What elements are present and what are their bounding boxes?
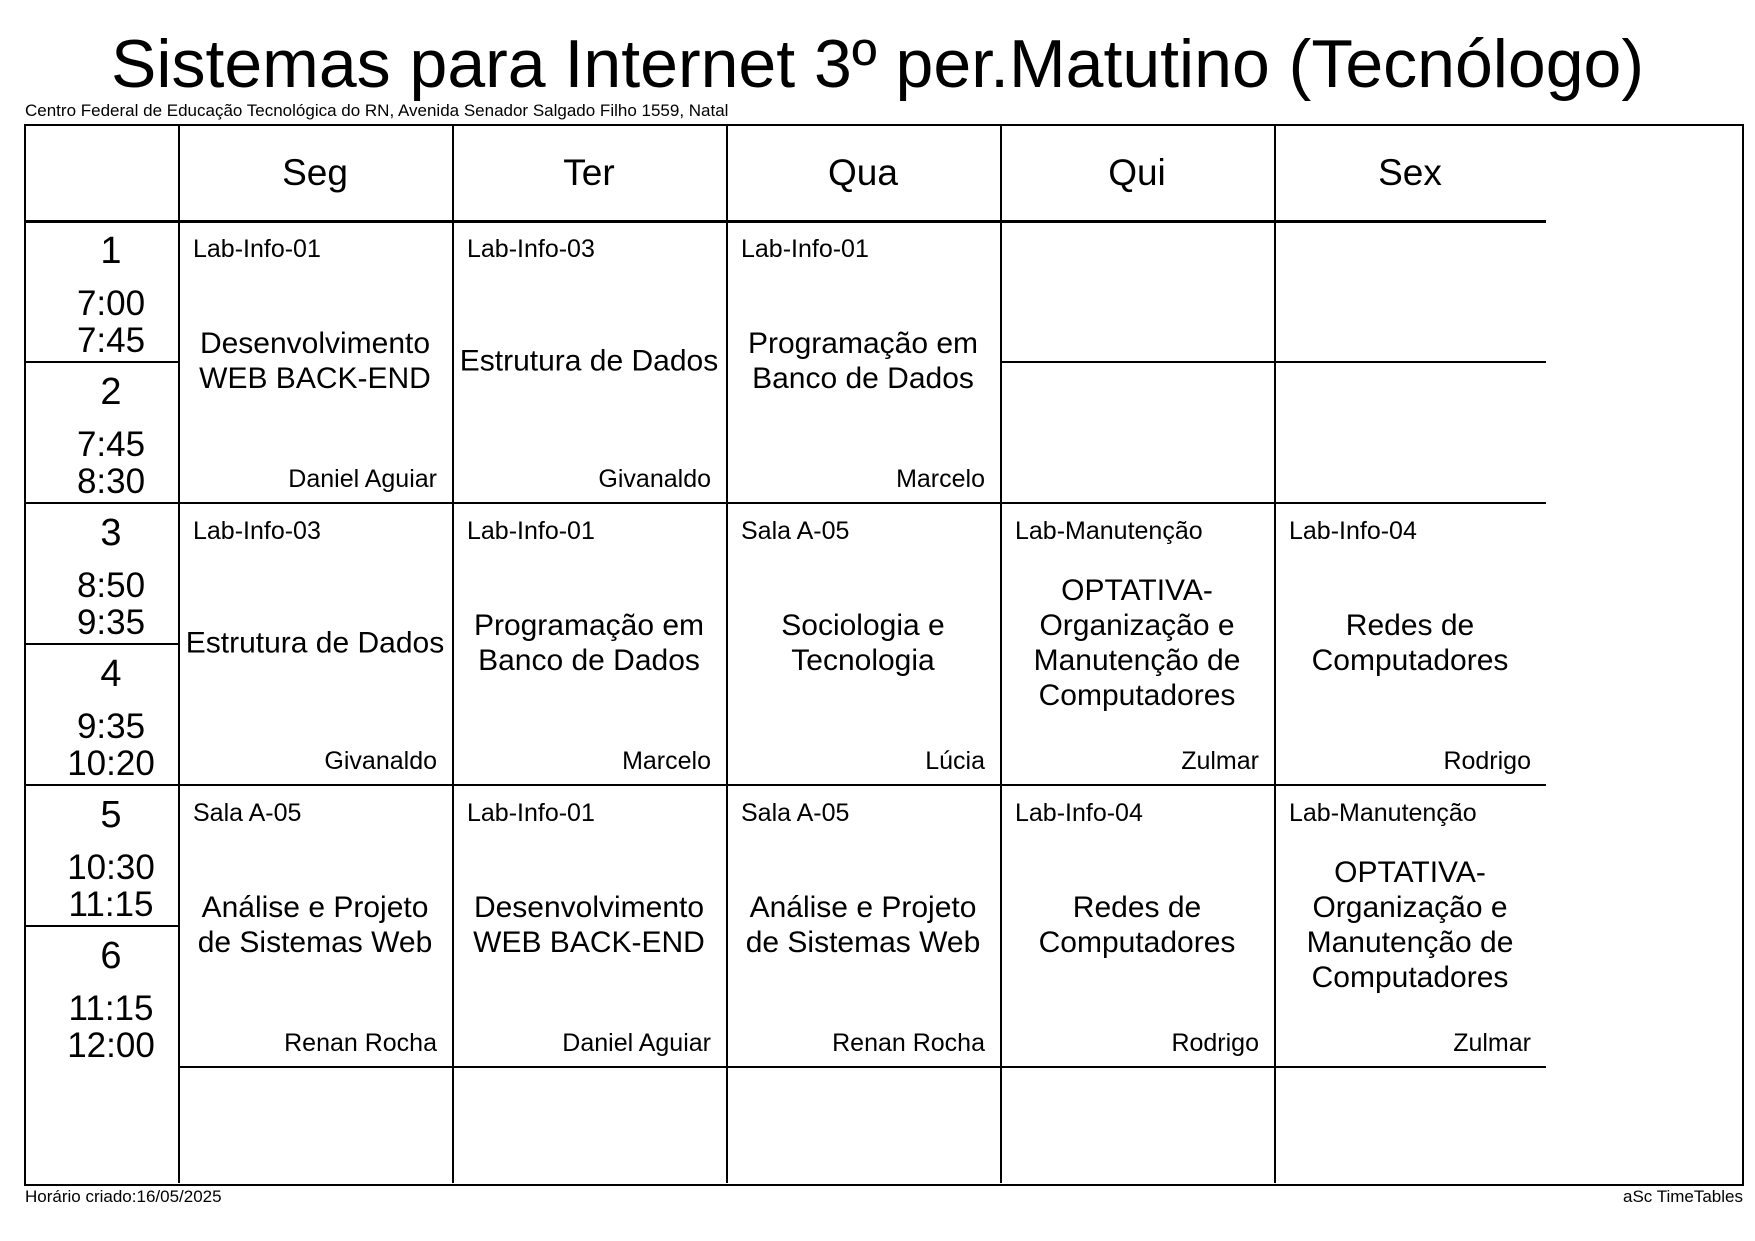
lesson-teacher: Rodrigo bbox=[1443, 747, 1531, 775]
lesson-cell bbox=[1274, 361, 1546, 502]
row-divider bbox=[1274, 1066, 1546, 1068]
period-end-time: 9:35 bbox=[76, 603, 146, 642]
lesson-room: Lab-Info-03 bbox=[193, 517, 321, 545]
row-divider bbox=[726, 1066, 1000, 1068]
lesson-cell bbox=[1274, 220, 1546, 361]
period-number: 4 bbox=[100, 653, 122, 695]
period-number: 6 bbox=[100, 935, 122, 977]
lesson-teacher: Lúcia bbox=[925, 747, 985, 775]
lesson-subject: Sociologia e Tecnologia bbox=[781, 609, 945, 677]
lesson-teacher: Givanaldo bbox=[598, 465, 711, 493]
period-end-time: 8:30 bbox=[76, 462, 146, 501]
lesson-cell bbox=[178, 220, 452, 502]
created-date: Horário criado:16/05/2025 bbox=[25, 1187, 222, 1206]
lesson-subject: OPTATIVA-Organização e Manutenção de Computadores bbox=[1033, 574, 1241, 712]
lesson-room: Lab-Info-03 bbox=[467, 235, 595, 263]
period-label bbox=[26, 643, 196, 784]
period-end-time: 12:00 bbox=[67, 1026, 155, 1065]
day-header: Sex bbox=[1378, 152, 1442, 193]
lesson-cell bbox=[1000, 361, 1274, 502]
lesson-room: Lab-Info-01 bbox=[467, 517, 595, 545]
period-number: 5 bbox=[100, 794, 122, 836]
lesson-teacher: Zulmar bbox=[1453, 1029, 1531, 1057]
lesson-cell bbox=[1000, 220, 1274, 361]
lesson-room: Lab-Info-04 bbox=[1015, 799, 1143, 827]
school-address: Centro Federal de Educação Tecnológica do RN, Avenida Senador Salgado Filho 1559, Natal bbox=[25, 101, 729, 120]
row-divider bbox=[1000, 1066, 1274, 1068]
lesson-room: Lab-Manutenção bbox=[1015, 517, 1203, 545]
period-number: 1 bbox=[100, 230, 122, 272]
lesson-cell bbox=[726, 784, 1000, 1066]
period-label bbox=[26, 925, 196, 1066]
lesson-subject: Análise e Projeto de Sistemas Web bbox=[745, 891, 981, 959]
day-header: Qua bbox=[828, 152, 898, 193]
lesson-cell bbox=[452, 784, 726, 1066]
lesson-cell bbox=[178, 502, 452, 784]
period-number: 2 bbox=[100, 371, 122, 413]
page-title: Sistemas para Internet 3º per.Matutino (Tecnólogo) bbox=[111, 26, 1644, 102]
period-label bbox=[26, 361, 196, 502]
lesson-teacher: Marcelo bbox=[896, 465, 985, 493]
period-start-time: 10:30 bbox=[67, 848, 155, 887]
lesson-subject: Desenvolvimento WEB BACK-END bbox=[199, 327, 431, 395]
period-label bbox=[26, 784, 196, 925]
day-header: Seg bbox=[282, 152, 348, 193]
period-number: 3 bbox=[100, 512, 122, 554]
lesson-teacher: Zulmar bbox=[1181, 747, 1259, 775]
lesson-teacher: Renan Rocha bbox=[832, 1029, 985, 1057]
lesson-cell bbox=[726, 502, 1000, 784]
lesson-room: Lab-Info-01 bbox=[741, 235, 869, 263]
lesson-cell bbox=[178, 784, 452, 1066]
lesson-cell bbox=[452, 502, 726, 784]
period-start-time: 7:00 bbox=[76, 284, 146, 323]
day-header: Qui bbox=[1108, 152, 1166, 193]
period-end-time: 10:20 bbox=[67, 744, 155, 783]
lesson-room: Sala A-05 bbox=[741, 517, 850, 545]
lesson-subject: Redes de Computadores bbox=[1038, 891, 1236, 959]
lesson-teacher: Daniel Aguiar bbox=[562, 1029, 711, 1057]
lesson-cell bbox=[452, 220, 726, 502]
lesson-cell bbox=[1274, 784, 1546, 1066]
lesson-room: Lab-Info-04 bbox=[1289, 517, 1417, 545]
lesson-cell bbox=[1274, 502, 1546, 784]
lesson-subject: OPTATIVA-Organização e Manutenção de Computadores bbox=[1306, 856, 1514, 994]
lesson-subject: Análise e Projeto de Sistemas Web bbox=[197, 891, 433, 959]
period-label bbox=[26, 502, 196, 643]
lesson-subject: Desenvolvimento WEB BACK-END bbox=[473, 891, 705, 959]
lesson-subject: Redes de Computadores bbox=[1311, 609, 1509, 677]
period-end-time: 11:15 bbox=[68, 885, 154, 924]
lesson-room: Sala A-05 bbox=[193, 799, 302, 827]
period-start-time: 8:50 bbox=[76, 566, 146, 605]
lesson-subject: Programação em Banco de Dados bbox=[747, 327, 979, 395]
period-start-time: 11:15 bbox=[68, 989, 154, 1028]
lesson-teacher: Renan Rocha bbox=[284, 1029, 437, 1057]
lesson-teacher: Marcelo bbox=[622, 747, 711, 775]
lesson-subject: Estrutura de Dados bbox=[459, 344, 719, 378]
period-label bbox=[26, 220, 196, 361]
day-header: Ter bbox=[563, 152, 615, 193]
lesson-teacher: Rodrigo bbox=[1171, 1029, 1259, 1057]
lesson-cell bbox=[1000, 784, 1274, 1066]
lesson-teacher: Givanaldo bbox=[324, 747, 437, 775]
row-divider bbox=[452, 1066, 726, 1068]
lesson-room: Sala A-05 bbox=[741, 799, 850, 827]
row-divider bbox=[178, 1066, 452, 1068]
app-brand: aSc TimeTables bbox=[1623, 1187, 1743, 1206]
lesson-cell bbox=[726, 220, 1000, 502]
lesson-subject: Programação em Banco de Dados bbox=[473, 609, 705, 677]
lesson-cell bbox=[1000, 502, 1274, 784]
period-start-time: 7:45 bbox=[76, 425, 146, 464]
lesson-room: Lab-Info-01 bbox=[193, 235, 321, 263]
period-end-time: 7:45 bbox=[76, 321, 146, 360]
lesson-teacher: Daniel Aguiar bbox=[288, 465, 437, 493]
lesson-subject: Estrutura de Dados bbox=[185, 626, 445, 660]
lesson-room: Lab-Info-01 bbox=[467, 799, 595, 827]
lesson-room: Lab-Manutenção bbox=[1289, 799, 1477, 827]
period-start-time: 9:35 bbox=[76, 707, 146, 746]
timetable-grid bbox=[24, 124, 1744, 1186]
